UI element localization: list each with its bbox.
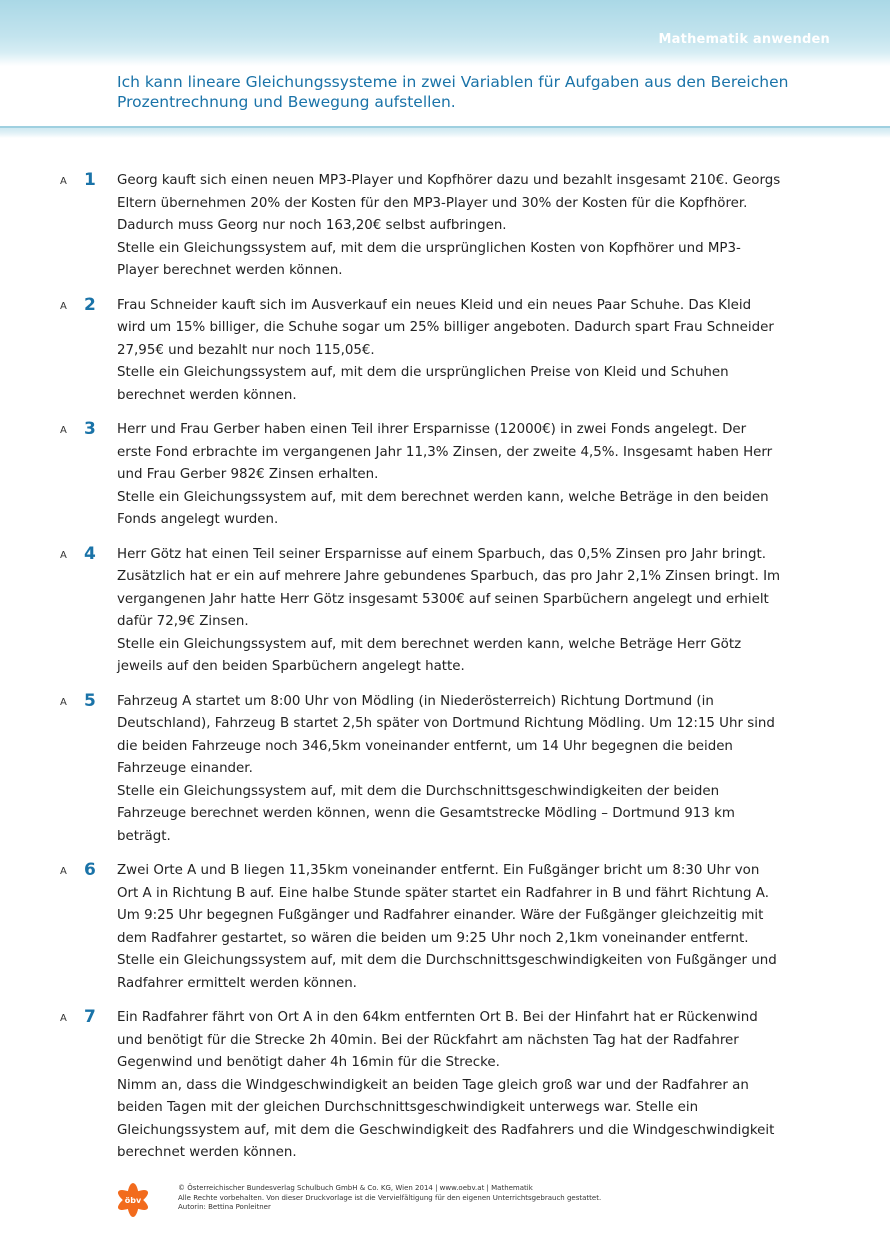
separator-band (0, 126, 890, 138)
task-level: A (60, 1013, 67, 1024)
task-paragraph: Ein Radfahrer fährt von Ort A in den 64km entfernten Ort B. Bei der Hinfahrt hat er Rückenwind und benötigt für die Strecke 2h 40min. Bei der Rückfahrt am nächsten Tag hat der Radfahrer Gegenwind und benötigt daher 4h 16min für die Strecke. (117, 1010, 758, 1070)
task-number: 6 (84, 860, 96, 880)
task-4 (0, 544, 890, 679)
task-paragraph: Herr Götz hat einen Teil seiner Ersparnisse auf einem Sparbuch, das 0,5% Zinsen pro Jahr bringt. Zusätzlich hat er ein auf mehrere Jahre gebundenes Sparbuch, das pro Jahr 2,1% Zinsen bringt. Im vergangenen Jahr hatte Herr Götz insgesamt 5300€ auf seinen Sparbüchern angelegt und erhielt dafür 72,9€ Zinsen. (117, 546, 781, 629)
learning-objective: Ich kann lineare Gleichungssysteme in zwei Variablen für Aufgaben aus den Bereichen Prozentrechnung und Bewegung aufstellen. (117, 73, 789, 111)
task-list (0, 170, 890, 1177)
task-instruction: Stelle ein Gleichungssystem auf, mit dem die ursprünglichen Kosten von Kopfhörer und MP3-Player berechnet werden können. (117, 240, 741, 278)
footer-rights: Alle Rechte vorbehalten. Von dieser Druckvorlage ist die Vervielfältigung für den eigenen Unterrichtsgebrauch gestattet. (178, 1193, 602, 1202)
task-number: 3 (84, 419, 96, 439)
oebv-logo (114, 1182, 152, 1218)
task-instruction: Stelle ein Gleichungssystem auf, mit dem die ursprünglichen Preise von Kleid und Schuhen berechnet werden können. (117, 365, 729, 403)
task-text (117, 170, 782, 283)
footer (178, 1184, 601, 1213)
task-text (117, 419, 782, 532)
task-level: A (60, 549, 67, 561)
task-text (117, 544, 782, 679)
task-text (117, 1007, 782, 1165)
task-level: A (60, 300, 67, 312)
task-instruction: Stelle ein Gleichungssystem auf, mit dem berechnet werden kann, welche Beträge in den beiden Fonds angelegt wurden. (117, 489, 769, 527)
task-instruction: Nimm an, dass die Windgeschwindigkeit an beiden Tage gleich groß war und der Radfahrer an beiden Tagen mit der gleichen Durchschnittsgeschwindigkeit unterwegs war. Stelle ein Gleichungssystem auf, mit dem die Geschwindigkeit des Radfahrers und die Windgeschwindigkeit berechnet werden können. (117, 1077, 775, 1160)
header-title: Mathematik anwenden (658, 32, 830, 47)
task-3 (0, 419, 890, 532)
task-number: 4 (84, 543, 96, 564)
task-number: 5 (84, 690, 96, 711)
task-level: A (60, 176, 67, 187)
task-text (117, 295, 782, 408)
task-text (117, 860, 782, 995)
task-6 (0, 860, 890, 995)
task-text (117, 691, 782, 849)
footer-author: Autorin: Bettina Ponleitner (178, 1203, 271, 1211)
task-instruction: Stelle ein Gleichungssystem auf, mit dem die Durchschnittsgeschwindigkeiten von Fußgänger und Radfahrer ermittelt werden können. (117, 953, 777, 991)
task-1 (0, 170, 890, 283)
task-number: 2 (84, 294, 96, 315)
task-number: 7 (84, 1007, 96, 1027)
task-level: A (60, 866, 67, 877)
task-instruction: Stelle ein Gleichungssystem auf, mit dem berechnet werden kann, welche Beträge Herr Götz jeweils auf den beiden Sparbüchern angelegt hatte. (117, 636, 742, 674)
logo-text: öbv (124, 1196, 142, 1205)
task-level: A (60, 696, 67, 708)
task-paragraph: Herr und Frau Gerber haben einen Teil ihrer Ersparnisse (12000€) in zwei Fonds angelegt. Der erste Fond erbrachte im vergangenen Jahr 11,3% Zinsen, der zweite 4,5%. Insgesamt haben Herr und Frau Gerber 982€ Zinsen erhalten. (117, 422, 773, 482)
task-number: 1 (84, 170, 96, 190)
task-paragraph: Zwei Orte A und B liegen 11,35km voneinander entfernt. Ein Fußgänger bricht um 8:30 Uhr von Ort A in Richtung B auf. Eine halbe Stunde später startet ein Radfahrer in B und fährt Richtung A. Um 9:25 Uhr begegnen Fußgänger und Radfahrer einander. Wäre der Fußgänger gleichzeitig mit dem Radfahrer gestartet, so wären die beiden um 9:25 Uhr noch 2,1km voneinander entfernt. (117, 863, 769, 946)
task-instruction: Stelle ein Gleichungssystem auf, mit dem die Durchschnittsgeschwindigkeiten der beiden Fahrzeuge berechnet werden können, wenn die Gesamtstrecke Mödling – Dortmund 913 km beträgt. (117, 783, 735, 844)
footer-copyright: © Österreichischer Bundesverlag Schulbuch GmbH & Co. KG, Wien 2014 | www.oebv.at | Mathematik (178, 1184, 533, 1192)
task-5 (0, 691, 890, 849)
task-2 (0, 295, 890, 408)
task-paragraph: Frau Schneider kauft sich im Ausverkauf ein neues Kleid und ein neues Paar Schuhe. Das Kleid wird um 15% billiger, die Schuhe sogar um 25% billiger angeboten. Dadurch spart Frau Schneider 27,95€ und bezahlt nur noch 115,05€. (117, 297, 774, 358)
task-paragraph: Georg kauft sich einen neuen MP3-Player und Kopfhörer dazu und bezahlt insgesamt 210€. Georgs Eltern übernehmen 20% der Kosten für den MP3-Player und 30% der Kosten für die Kopfhörer. Dadurch muss Georg nur noch 163,20€ selbst aufbringen. (117, 173, 781, 233)
task-level: A (60, 425, 67, 436)
task-paragraph: Fahrzeug A startet um 8:00 Uhr von Mödling (in Niederösterreich) Richtung Dortmund (in Deutschland), Fahrzeug B startet 2,5h später von Dortmund Richtung Mödling. Um 12:15 Uhr sind die beiden Fahrzeuge noch 346,5km voneinander entfernt, um 14 Uhr begegnen die beiden Fahrzeuge einander. (117, 693, 775, 776)
task-7 (0, 1007, 890, 1165)
